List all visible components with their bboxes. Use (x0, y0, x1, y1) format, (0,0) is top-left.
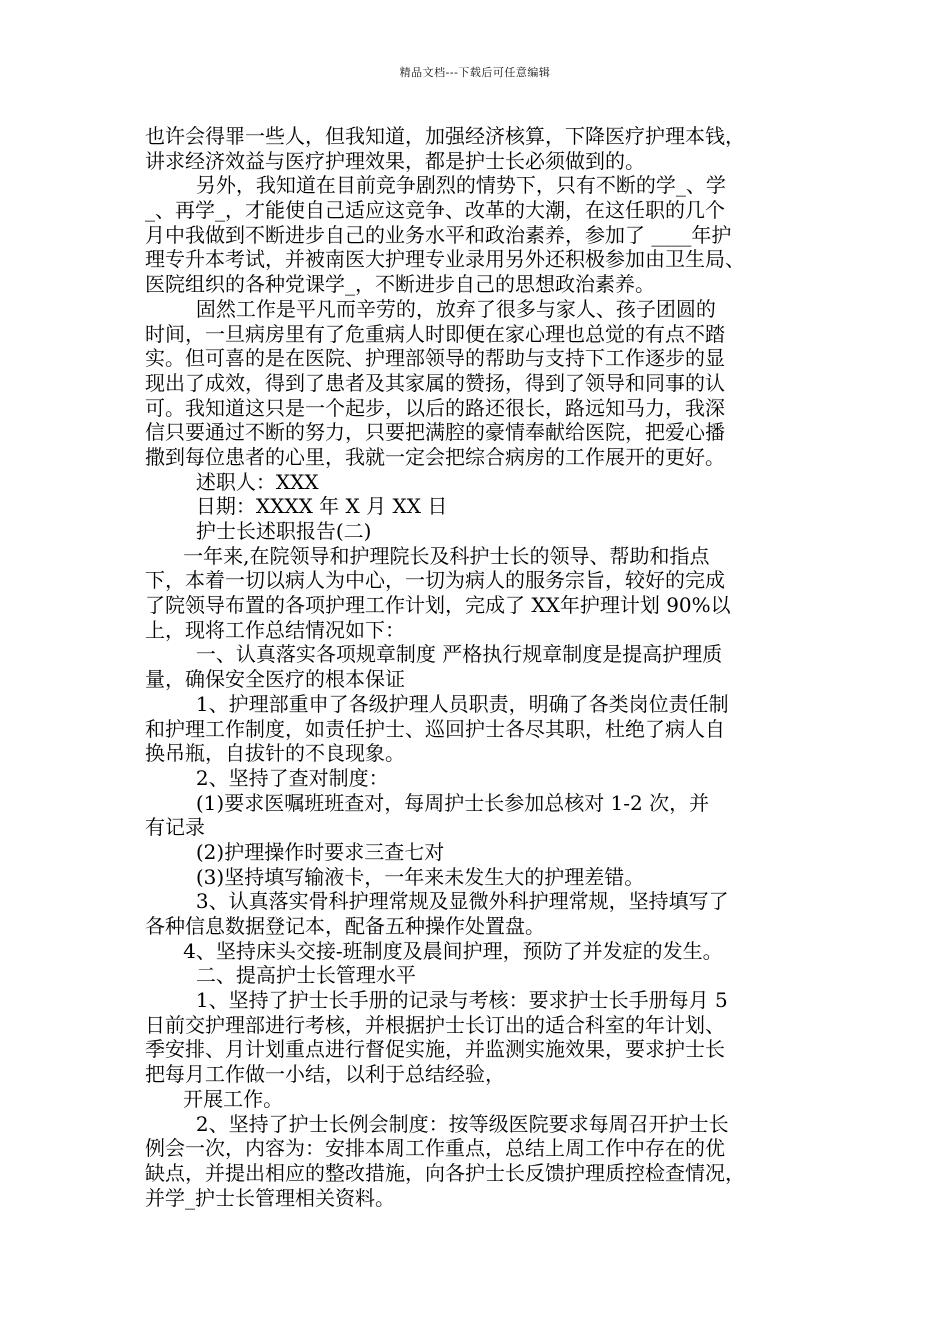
text-line: 日期：XXXX 年 X 月 XX 日 (145, 494, 448, 519)
text-line: 下，本着一切以病人为中心，一切为病人的服务宗旨，较好的完成 (145, 568, 725, 593)
text-line: 讲求经济效益与医疗护理效果，都是护士长必须做到的。 (145, 148, 645, 173)
text-line: 日前交护理部进行考核，并根据护士长订出的适合科室的年计划、 (145, 1012, 725, 1037)
text-line: 3、认真落实骨科护理常规及显微外科护理常规，坚持填写了 (145, 889, 729, 914)
text-line: 撒到每位患者的心里，我就一定会把综合病房的工作展开的更好。 (145, 444, 725, 469)
text-line: 并学_护士长管理相关资料。 (145, 1185, 395, 1210)
document-body (145, 124, 815, 1210)
text-line: 换吊瓶，自拔针的不良现象。 (145, 741, 405, 766)
text-line: 理专升本考试，并被南医大护理专业录用另外还积极参加由卫生局、 (145, 247, 745, 272)
text-line: (1)要求医嘱班班查对，每周护士长参加总核对 1-2 次，并 (145, 790, 710, 815)
text-line: 2、坚持了查对制度： (145, 765, 389, 790)
text-line: 述职人：XXX (145, 469, 319, 494)
text-line: 季安排、月计划重点进行督促实施，并监测实施效果，要求护士长 (145, 1037, 725, 1062)
text-line: 有记录 (145, 815, 205, 840)
text-line: 把每月工作做一小结，以利于总结经验， (145, 1062, 505, 1087)
text-line: 另外，我知道在目前竞争剧烈的情势下，只有不断的学_、学 (145, 173, 726, 198)
text-line: 现出了成效，得到了患者及其家属的赞扬，得到了领导和同事的认 (145, 370, 725, 395)
text-line: 医院组织的各种党课学_，不断进步自己的思想政治素养。 (145, 272, 655, 297)
text-line: 例会一次，内容为：安排本周工作重点，总结上周工作中存在的优 (145, 1136, 725, 1161)
text-line: 也许会得罪一些人，但我知道，加强经济核算，下降医疗护理本钱， (145, 124, 745, 148)
text-line: 二、提高护士长管理水平 (145, 963, 416, 988)
text-line: 开展工作。 (145, 1086, 284, 1111)
text-line: 各种信息数据登记本，配备五种操作处置盘。 (145, 914, 545, 938)
page-header: 精品文档---下载后可任意编辑 (399, 66, 551, 79)
text-line: 1、护理部重申了各级护理人员职责，明确了各类岗位责任制 (145, 691, 729, 716)
text-line: 1、坚持了护士长手册的记录与考核：要求护士长手册每月 5 (145, 988, 728, 1013)
text-line: 缺点，并提出相应的整改措施，向各护士长反馈护理质控检查情况， (145, 1160, 745, 1185)
text-line: 实。但可喜的是在医院、护理部领导的帮助与支持下工作逐步的显 (145, 346, 725, 371)
text-line: 固然工作是平凡而辛劳的，放弃了很多与家人、孩子团圆的 (145, 296, 716, 321)
text-line: 和护理工作制度，如责任护士、巡回护士各尽其职，杜绝了病人自 (145, 716, 725, 741)
text-line: _、再学_，才能使自己适应这竞争、改革的大潮，在这任职的几个 (145, 198, 725, 223)
text-line: (3)坚持填写输液卡，一年来未发生大的护理差错。 (145, 864, 645, 889)
text-line: 时间，一旦病房里有了危重病人时即便在家心理也总觉的有点不踏 (145, 321, 725, 346)
text-line: 2、坚持了护士长例会制度：按等级医院要求每周召开护士长 (145, 1111, 729, 1136)
text-line: 一、认真落实各项规章制度 严格执行规章制度是提高护理质 (145, 642, 723, 667)
text-line: 可。我知道这只是一个起步，以后的路还很长，路远知马力，我深 (145, 395, 725, 420)
text-line: 一年来,在院领导和护理院长及科护士长的领导、帮助和指点 (145, 543, 710, 568)
text-line: 护士长述职报告(二) (145, 519, 372, 543)
text-line: (2)护理操作时要求三查七对 (145, 839, 445, 864)
text-line: 月中我做到不断进步自己的业务水平和政治素养，参加了 ____年护 (145, 222, 732, 247)
text-line: 了院领导布置的各项护理工作计划，完成了 XX年护理计划 90%以 (145, 593, 731, 618)
text-line: 4、坚持床头交接-班制度及晨间护理，预防了并发症的发生。 (145, 938, 723, 963)
text-line: 信只要通过不断的努力，只要把满腔的豪情奉献给医院，把爱心播 (145, 420, 725, 445)
text-line: 量，确保安全医疗的根本保证 (145, 667, 405, 692)
text-line: 上，现将工作总结情况如下： (145, 617, 405, 642)
